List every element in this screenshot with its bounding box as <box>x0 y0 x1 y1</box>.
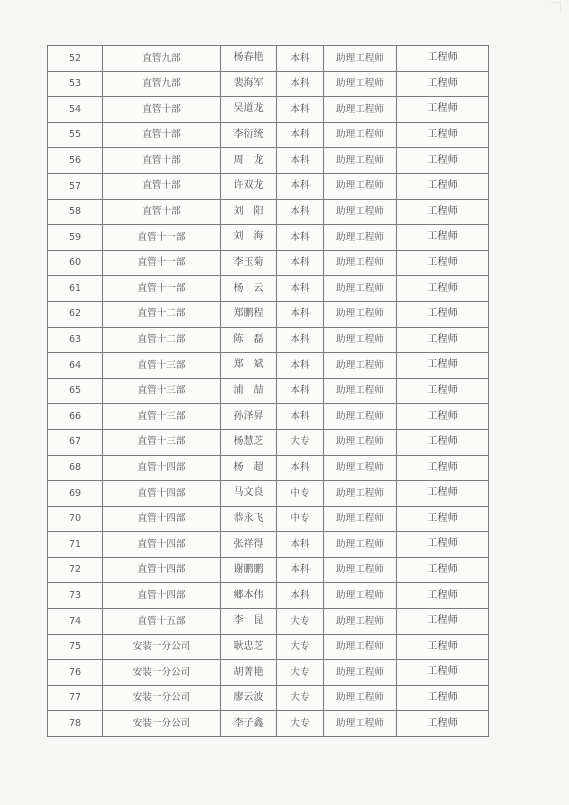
education-cell: 本科 <box>277 199 324 225</box>
person-name: 李衍统 <box>221 122 277 148</box>
education-cell: 大专 <box>277 685 324 711</box>
current-title-cell: 助理工程师 <box>324 634 397 660</box>
table-row <box>48 173 489 199</box>
proposed-title-cell: 工程师 <box>397 199 489 225</box>
education-cell: 本科 <box>277 301 324 327</box>
table-row <box>48 455 489 481</box>
row-number: 66 <box>48 404 103 430</box>
person-name: 孙泽昇 <box>221 404 277 430</box>
proposed-title-cell: 工程师 <box>397 429 489 455</box>
table-row <box>48 609 489 635</box>
current-title-cell: 助理工程师 <box>324 660 397 686</box>
current-title-cell: 助理工程师 <box>324 429 397 455</box>
person-name: 胡菁艳 <box>221 660 277 686</box>
education-cell: 本科 <box>277 353 324 379</box>
proposed-title-cell: 工程师 <box>397 276 489 302</box>
row-number: 78 <box>48 711 103 737</box>
education-cell: 本科 <box>277 455 324 481</box>
table-row <box>48 532 489 558</box>
unit-cell: 直管十三部 <box>103 353 221 379</box>
row-number: 76 <box>48 660 103 686</box>
education-cell: 本科 <box>277 173 324 199</box>
education-cell: 本科 <box>277 404 324 430</box>
row-number: 67 <box>48 429 103 455</box>
row-number: 59 <box>48 225 103 251</box>
unit-cell: 直管十三部 <box>103 404 221 430</box>
current-title-cell: 助理工程师 <box>324 685 397 711</box>
unit-cell: 直管十四部 <box>103 557 221 583</box>
unit-cell: 直管十四部 <box>103 506 221 532</box>
person-name: 李玉菊 <box>221 250 277 276</box>
row-number: 70 <box>48 506 103 532</box>
person-name: 裴海军 <box>221 71 277 97</box>
row-number: 57 <box>48 173 103 199</box>
current-title-cell: 助理工程师 <box>324 225 397 251</box>
unit-cell: 直管九部 <box>103 46 221 72</box>
unit-cell: 直管十二部 <box>103 327 221 353</box>
proposed-title-cell: 工程师 <box>397 327 489 353</box>
table-row <box>48 685 489 711</box>
table-row <box>48 301 489 327</box>
row-number: 55 <box>48 122 103 148</box>
proposed-title-cell: 工程师 <box>397 455 489 481</box>
row-number: 54 <box>48 97 103 123</box>
person-name: 许双龙 <box>221 173 277 199</box>
current-title-cell: 助理工程师 <box>324 404 397 430</box>
unit-cell: 安装一分公司 <box>103 660 221 686</box>
education-cell: 本科 <box>277 122 324 148</box>
unit-cell: 安装一分公司 <box>103 711 221 737</box>
education-cell: 本科 <box>277 97 324 123</box>
proposed-title-cell: 工程师 <box>397 557 489 583</box>
personnel-table <box>47 45 489 737</box>
proposed-title-cell: 工程师 <box>397 301 489 327</box>
current-title-cell: 助理工程师 <box>324 711 397 737</box>
unit-cell: 直管十部 <box>103 97 221 123</box>
current-title-cell: 助理工程师 <box>324 173 397 199</box>
unit-cell: 直管十一部 <box>103 225 221 251</box>
person-name: 杨 云 <box>221 276 277 302</box>
current-title-cell: 助理工程师 <box>324 557 397 583</box>
person-name: 吴道龙 <box>221 97 277 123</box>
unit-cell: 直管十四部 <box>103 481 221 507</box>
table-row <box>48 404 489 430</box>
person-name: 陈 磊 <box>221 327 277 353</box>
proposed-title-cell: 工程师 <box>397 148 489 174</box>
person-name: 刘 阳 <box>221 199 277 225</box>
current-title-cell: 助理工程师 <box>324 301 397 327</box>
current-title-cell: 助理工程师 <box>324 276 397 302</box>
proposed-title-cell: 工程师 <box>397 685 489 711</box>
proposed-title-cell: 工程师 <box>397 46 489 72</box>
unit-cell: 直管十部 <box>103 199 221 225</box>
person-name: 杨慧芝 <box>221 429 277 455</box>
table-row <box>48 711 489 737</box>
personnel-table-body <box>48 46 489 737</box>
row-number: 53 <box>48 71 103 97</box>
proposed-title-cell: 工程师 <box>397 711 489 737</box>
table-row <box>48 506 489 532</box>
current-title-cell: 助理工程师 <box>324 609 397 635</box>
current-title-cell: 助理工程师 <box>324 71 397 97</box>
table-row <box>48 327 489 353</box>
row-number: 68 <box>48 455 103 481</box>
education-cell: 本科 <box>277 250 324 276</box>
current-title-cell: 助理工程师 <box>324 583 397 609</box>
current-title-cell: 助理工程师 <box>324 46 397 72</box>
person-name: 周 龙 <box>221 148 277 174</box>
person-name: 李 昆 <box>221 609 277 635</box>
current-title-cell: 助理工程师 <box>324 327 397 353</box>
table-row <box>48 148 489 174</box>
unit-cell: 直管十四部 <box>103 532 221 558</box>
proposed-title-cell: 工程师 <box>397 583 489 609</box>
row-number: 65 <box>48 378 103 404</box>
person-name: 杨 超 <box>221 455 277 481</box>
current-title-cell: 助理工程师 <box>324 250 397 276</box>
unit-cell: 直管十四部 <box>103 583 221 609</box>
current-title-cell: 助理工程师 <box>324 122 397 148</box>
proposed-title-cell: 工程师 <box>397 609 489 635</box>
person-name: 李子鑫 <box>221 711 277 737</box>
unit-cell: 直管十五部 <box>103 609 221 635</box>
proposed-title-cell: 工程师 <box>397 71 489 97</box>
unit-cell: 直管十一部 <box>103 276 221 302</box>
education-cell: 中专 <box>277 506 324 532</box>
row-number: 61 <box>48 276 103 302</box>
person-name: 郷本伟 <box>221 583 277 609</box>
row-number: 63 <box>48 327 103 353</box>
person-name: 刘 海 <box>221 225 277 251</box>
scan-corner-mark <box>550 2 561 13</box>
table-row <box>48 583 489 609</box>
education-cell: 本科 <box>277 71 324 97</box>
table-row <box>48 481 489 507</box>
current-title-cell: 助理工程师 <box>324 353 397 379</box>
current-title-cell: 助理工程师 <box>324 455 397 481</box>
table-row <box>48 250 489 276</box>
row-number: 58 <box>48 199 103 225</box>
table-row <box>48 634 489 660</box>
education-cell: 本科 <box>277 532 324 558</box>
current-title-cell: 助理工程师 <box>324 199 397 225</box>
proposed-title-cell: 工程师 <box>397 122 489 148</box>
unit-cell: 直管九部 <box>103 71 221 97</box>
unit-cell: 直管十一部 <box>103 250 221 276</box>
proposed-title-cell: 工程师 <box>397 250 489 276</box>
table-row <box>48 378 489 404</box>
proposed-title-cell: 工程师 <box>397 97 489 123</box>
person-name: 廖云波 <box>221 685 277 711</box>
table-row <box>48 660 489 686</box>
unit-cell: 直管十部 <box>103 122 221 148</box>
row-number: 52 <box>48 46 103 72</box>
education-cell: 中专 <box>277 481 324 507</box>
row-number: 56 <box>48 148 103 174</box>
current-title-cell: 助理工程师 <box>324 506 397 532</box>
person-name: 谢鹏鹏 <box>221 557 277 583</box>
person-name: 郑鹏程 <box>221 301 277 327</box>
unit-cell: 直管十部 <box>103 173 221 199</box>
current-title-cell: 助理工程师 <box>324 97 397 123</box>
education-cell: 本科 <box>277 378 324 404</box>
row-number: 64 <box>48 353 103 379</box>
proposed-title-cell: 工程师 <box>397 404 489 430</box>
row-number: 75 <box>48 634 103 660</box>
proposed-title-cell: 工程师 <box>397 353 489 379</box>
row-number: 72 <box>48 557 103 583</box>
unit-cell: 安装一分公司 <box>103 634 221 660</box>
education-cell: 本科 <box>277 46 324 72</box>
row-number: 77 <box>48 685 103 711</box>
current-title-cell: 助理工程师 <box>324 378 397 404</box>
proposed-title-cell: 工程师 <box>397 634 489 660</box>
current-title-cell: 助理工程师 <box>324 532 397 558</box>
proposed-title-cell: 工程师 <box>397 378 489 404</box>
unit-cell: 直管十三部 <box>103 429 221 455</box>
table-row <box>48 46 489 72</box>
unit-cell: 直管十部 <box>103 148 221 174</box>
table-row <box>48 557 489 583</box>
unit-cell: 直管十二部 <box>103 301 221 327</box>
person-name: 耿忠芝 <box>221 634 277 660</box>
person-name: 浦 喆 <box>221 378 277 404</box>
person-name: 杨春艳 <box>221 46 277 72</box>
unit-cell: 安装一分公司 <box>103 685 221 711</box>
table-row <box>48 122 489 148</box>
education-cell: 本科 <box>277 148 324 174</box>
education-cell: 大专 <box>277 634 324 660</box>
person-name: 恭永飞 <box>221 506 277 532</box>
table-row <box>48 429 489 455</box>
education-cell: 大专 <box>277 711 324 737</box>
table-row <box>48 353 489 379</box>
education-cell: 大专 <box>277 429 324 455</box>
proposed-title-cell: 工程师 <box>397 481 489 507</box>
table-row <box>48 71 489 97</box>
education-cell: 本科 <box>277 327 324 353</box>
person-name: 张祥得 <box>221 532 277 558</box>
row-number: 71 <box>48 532 103 558</box>
row-number: 69 <box>48 481 103 507</box>
proposed-title-cell: 工程师 <box>397 660 489 686</box>
education-cell: 本科 <box>277 557 324 583</box>
person-name: 马文良 <box>221 481 277 507</box>
person-name: 郑 斌 <box>221 353 277 379</box>
table-row <box>48 199 489 225</box>
table-row <box>48 276 489 302</box>
table-row <box>48 97 489 123</box>
row-number: 74 <box>48 609 103 635</box>
row-number: 60 <box>48 250 103 276</box>
proposed-title-cell: 工程师 <box>397 173 489 199</box>
current-title-cell: 助理工程师 <box>324 148 397 174</box>
proposed-title-cell: 工程师 <box>397 532 489 558</box>
education-cell: 大专 <box>277 660 324 686</box>
education-cell: 本科 <box>277 583 324 609</box>
unit-cell: 直管十四部 <box>103 455 221 481</box>
proposed-title-cell: 工程师 <box>397 225 489 251</box>
unit-cell: 直管十三部 <box>103 378 221 404</box>
row-number: 62 <box>48 301 103 327</box>
row-number: 73 <box>48 583 103 609</box>
education-cell: 本科 <box>277 276 324 302</box>
proposed-title-cell: 工程师 <box>397 506 489 532</box>
table-row <box>48 225 489 251</box>
education-cell: 本科 <box>277 225 324 251</box>
education-cell: 大专 <box>277 609 324 635</box>
current-title-cell: 助理工程师 <box>324 481 397 507</box>
